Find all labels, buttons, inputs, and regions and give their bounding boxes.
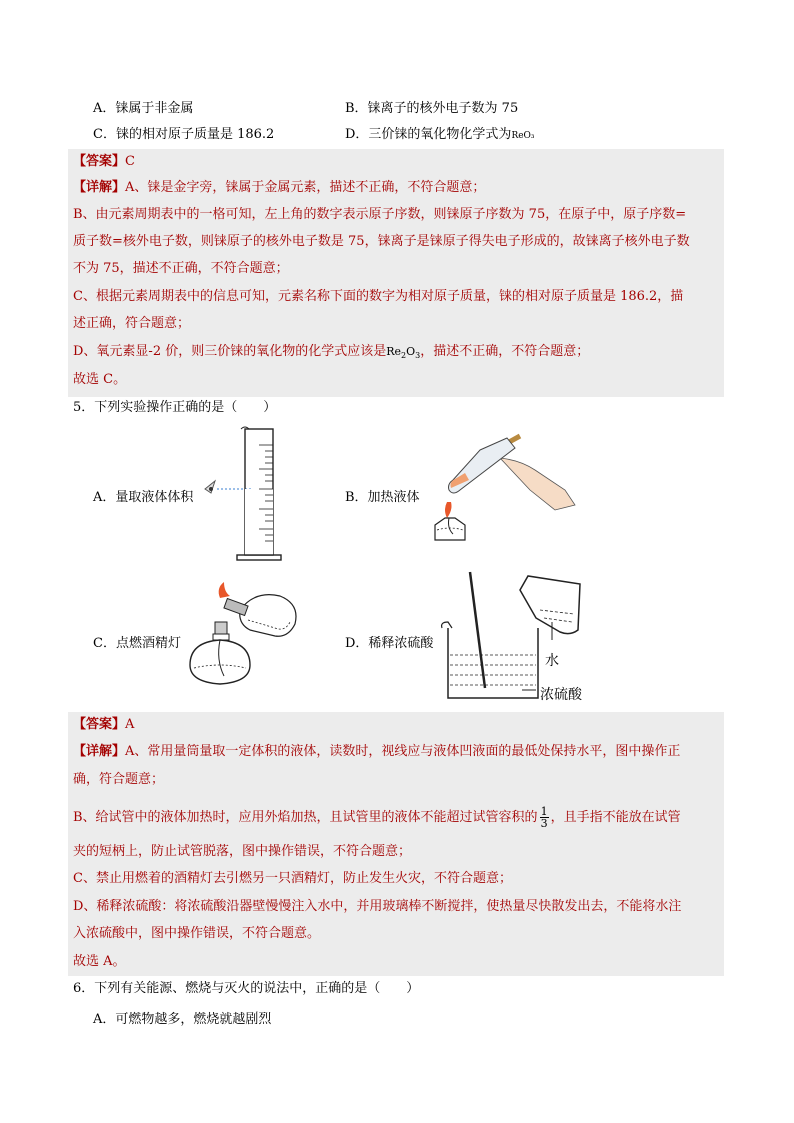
- heating-test-tube-figure: [425, 430, 575, 560]
- q5-detail-c: C、禁止用燃着的酒精灯去引燃另一只酒精灯，防止发生火灾，不符合题意；: [73, 871, 512, 886]
- q4-option-b: B．铼离子的核外电子数为 75: [345, 101, 519, 116]
- fraction-one-third: $\frac{1}{3}$: [540, 805, 548, 830]
- q5-detail-a1: 【详解】A、常用量筒量取一定体积的液体，读数时，视线应与液体凹液面的最低处保持水平，图中操作正: [73, 744, 681, 759]
- q4-option-a: A．铼属于非金属: [93, 101, 194, 116]
- q4-conclusion: 故选 C。: [73, 372, 127, 387]
- q4-option-d-formula: ReO₃: [511, 131, 535, 141]
- q5-stem: 5．下列实验操作正确的是（ ）: [73, 400, 277, 415]
- q4-detail-d: D、氧元素显-2 价，则三价铼的氧化物的化学式应该是$Re_2O_3$，描述不正确，不符合题意；: [73, 344, 590, 361]
- q5-detail-b1: B、给试管中的液体加热时，应用外焰加热，且试管里的液体不能超过试管容积的 $\frac{1}{3}$ ，且手指不能放在试管: [73, 805, 681, 830]
- q5-detail-d2: 入浓硫酸中，图中操作错误，不符合题意。: [73, 926, 321, 941]
- q6-stem: 6．下列有关能源、燃烧与灭火的说法中，正确的是（ ）: [73, 981, 420, 996]
- q4-answer: 【答案】C: [73, 154, 135, 169]
- q4-detail-b1: B、由元素周期表中的一格可知，左上角的数字表示原子序数，则铼原子序数为 75，在原子中，原子序数=: [73, 207, 687, 222]
- lighting-lamp-figure: [180, 580, 300, 700]
- q4-detail-c1: C、根据元素周期表中的信息可知，元素名称下面的数字为相对原子质量，铼的相对原子质量是 186.2，描: [73, 289, 684, 304]
- q5-conclusion: 故选 A。: [73, 954, 126, 969]
- q4-detail-d-formula: $Re_2O_3$: [386, 345, 421, 361]
- flame-icon: [219, 582, 230, 598]
- q6-option-a: A．可燃物越多，燃烧就越剧烈: [93, 1012, 272, 1027]
- flame-icon: [445, 502, 452, 518]
- q4-option-d: D．三价铼的氧化物化学式为ReO₃: [345, 127, 535, 142]
- q5-option-a: A．量取液体体积: [93, 490, 194, 505]
- q4-option-c: C．铼的相对原子质量是 186.2: [93, 127, 275, 142]
- eye-icon: [205, 481, 215, 493]
- q5-option-c: C．点燃酒精灯: [93, 636, 181, 651]
- hand-icon: [500, 458, 575, 510]
- label-water: 水: [545, 653, 559, 669]
- q4-detail-b2: 质子数=核外电子数，则铼原子的核外电子数是 75，铼离子是铼原子得失电子形成的，故铼离子核外电子数: [73, 234, 690, 249]
- q5-detail-d1: D、稀释浓硫酸：将浓硫酸沿器壁慢慢注入水中，并用玻璃棒不断搅拌，使热量尽快散发出去，不能将水注: [73, 899, 682, 914]
- graduated-cylinder-figure: [195, 423, 285, 563]
- q4-detail-c2: 述正确，符合题意；: [73, 316, 191, 331]
- q5-detail-b2: 夹的短柄上，防止试管脱落，图中操作错误，不符合题意；: [73, 844, 412, 859]
- label-concentrated-acid: 浓硫酸: [540, 687, 582, 703]
- q5-answer: 【答案】A: [73, 717, 135, 732]
- q5-option-d: D．稀释浓硫酸: [345, 636, 434, 651]
- q4-detail-b3: 不为 75，描述不正确，不符合题意；: [73, 261, 289, 276]
- q5-detail-a2: 确，符合题意；: [73, 772, 165, 787]
- q4-detail-a: 【详解】A、铼是金字旁，铼属于金属元素，描述不正确，不符合题意；: [73, 180, 486, 195]
- q5-option-b: B．加热液体: [345, 490, 420, 505]
